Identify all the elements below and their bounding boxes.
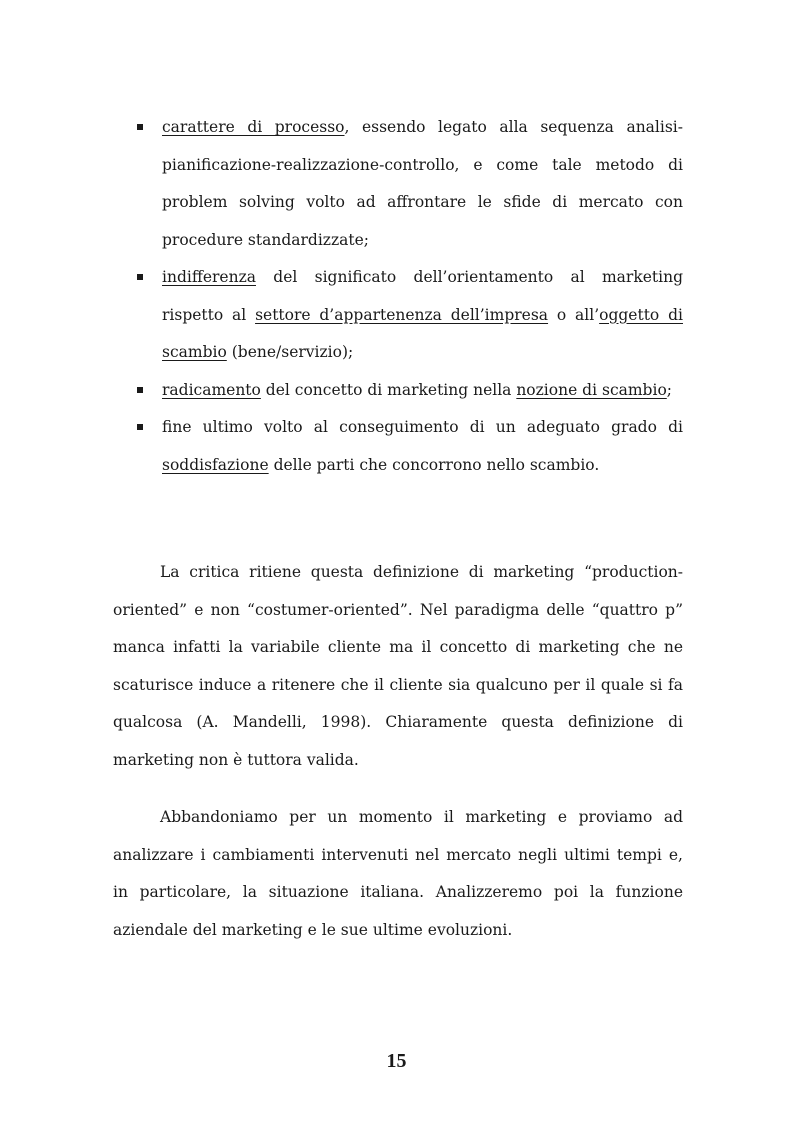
square-bullet-icon (137, 124, 143, 130)
body-paragraph: Abbandoniamo per un momento il marketing e proviamo ad analizzare i cambiamenti intervenuti nel mercato negli ultimi tempi e, in particolare, la situazione italiana. Analizzeremo poi la funzione aziendale del marketing e le sue ultime evoluzioni. (113, 808, 683, 939)
bullet-text: del concetto di marketing nella (260, 380, 517, 399)
list-item (137, 372, 683, 410)
underlined-term: radicamento (162, 380, 261, 399)
underlined-term: soddisfazione (162, 455, 269, 474)
bullet-text: fine ultimo volto al conseguimento di un adeguato grado di (162, 418, 683, 436)
bullet-text: del significato dell’orientamento al marketing rispetto al (162, 268, 683, 324)
underlined-term: oggetto di scambio (162, 305, 683, 361)
square-bullet-icon (137, 387, 143, 393)
list-item (137, 409, 683, 484)
bullet-text: delle parti che concorrono nello scambio. (268, 455, 600, 474)
list-item (137, 259, 683, 372)
list-item (137, 109, 683, 259)
bullet-text: ; (666, 380, 673, 399)
underlined-term: carattere di processo (162, 118, 345, 136)
body-paragraph: La critica ritiene questa definizione di marketing “production-oriented” e non “costumer-oriented”. Nel paradigma delle “quattro p” manca infatti la variabile cliente ma il concetto di marketing che ne scaturisce induce a ritenere che il cliente sia qualcuno per il quale si fa qualcosa (A. Mandelli, 1998). Chiaramente questa definizione di marketing non è tuttora valida. (113, 563, 683, 769)
square-bullet-icon (137, 424, 143, 430)
underlined-term: indifferenza (162, 268, 256, 286)
bullet-text: (bene/servizio); (226, 343, 354, 361)
bullet-list (137, 109, 683, 484)
bullet-text: o all’ (548, 305, 600, 324)
page-number: 15 (386, 1050, 407, 1072)
square-bullet-icon (137, 274, 143, 280)
bullet-text: , essendo legato alla sequenza analisi-pianificazione-realizzazione-controllo, e come tale metodo di problem solving volto ad affrontare le sfide di mercato con procedure standardizzate; (162, 118, 683, 249)
underlined-term: settore d’appartenenza dell’impresa (255, 305, 549, 324)
underlined-term: nozione di scambio (516, 380, 667, 399)
